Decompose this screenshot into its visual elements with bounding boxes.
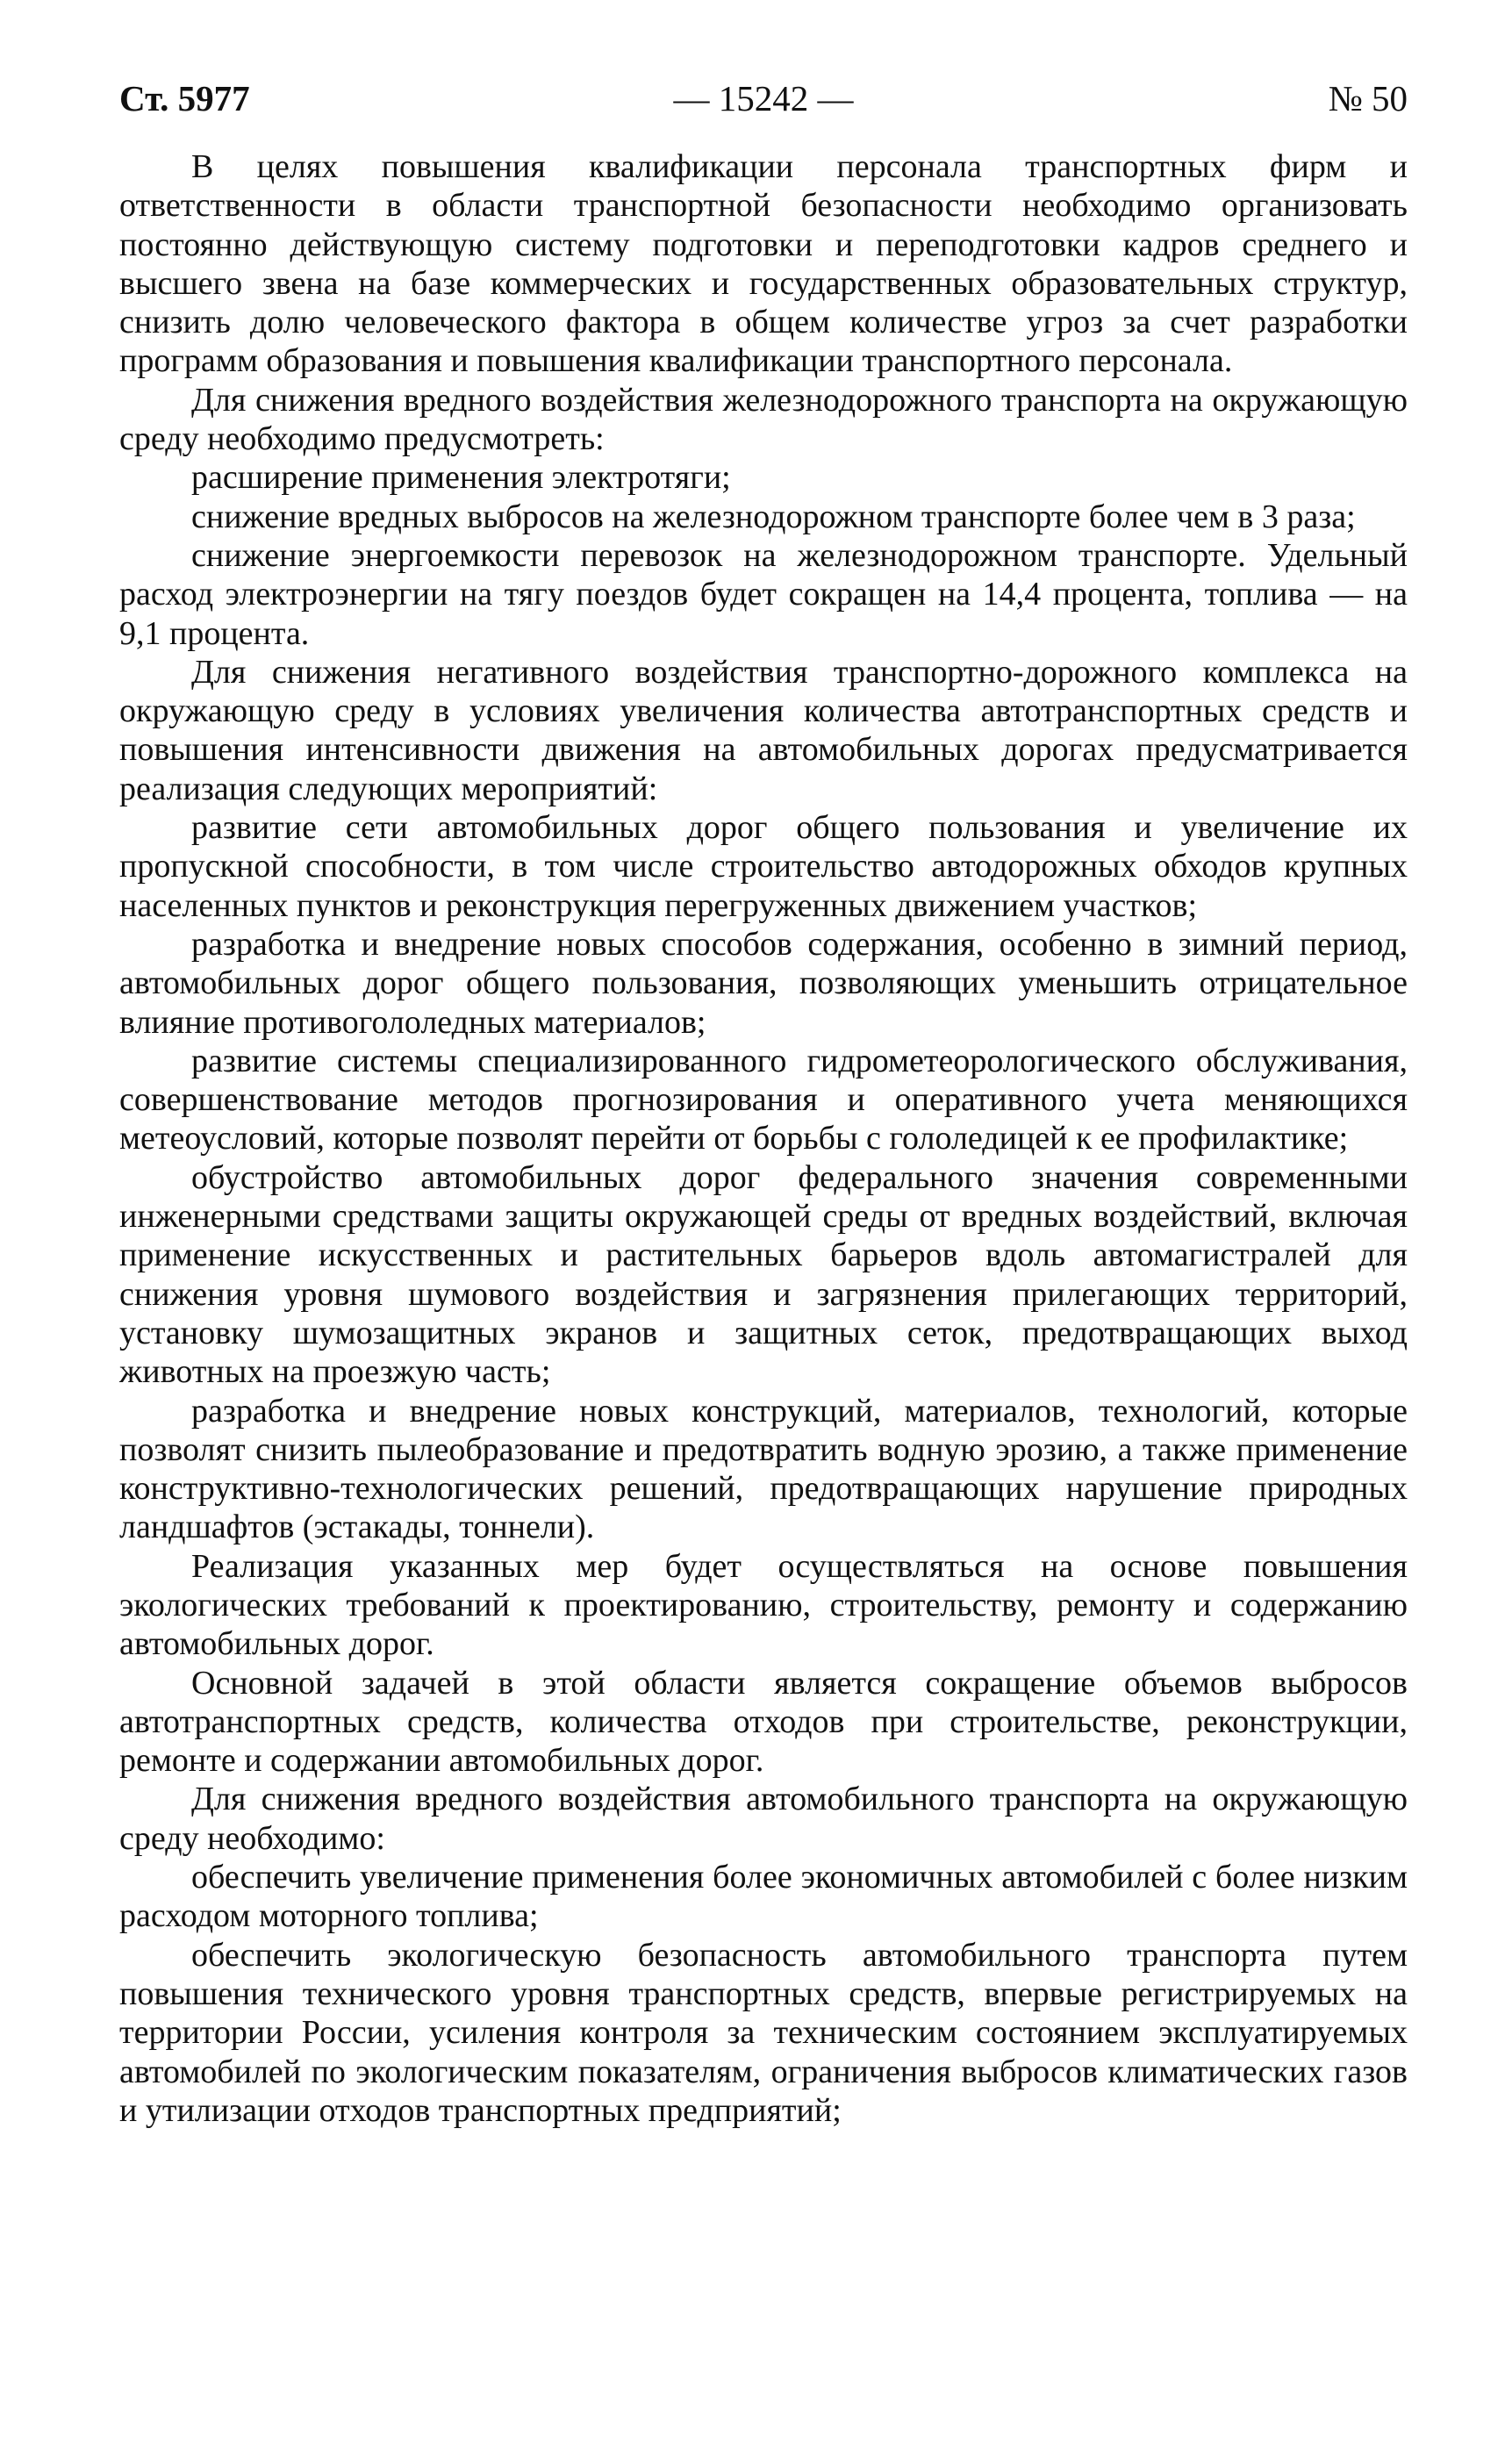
list-item: обеспечить экологическую безопасность автомобильного транспорта путем повышения технического уровня транспортных средств, впервые регистрируемых на территории России, усиления контроля за техническим состоянием эксплуатируемых автомобилей по экологическим показателям, ограничения выбросов климатических газов и утилизации отходов транспортных предприятий; — [119, 1936, 1408, 2129]
page-header — [119, 77, 1408, 130]
list-item: расширение применения электротяги; — [191, 459, 731, 497]
list-item: развитие сети автомобильных дорог общего пользования и увеличение их пропускной способности, в том числе строительство автодорожных обходов крупных населенных пунктов и реконструкция перегруженных движением участков; — [119, 809, 1408, 924]
issue-number: № 50 — [1328, 78, 1408, 118]
paragraph: В целях повышения квалификации персонала транспортных фирм и ответственности в области транспортной безопасности необходимо организовать постоянно действующую систему подготовки и переподготовки кадров среднего и высшего звена на базе коммерческих и государственных образовательных структур, снизить долю человеческого фактора в общем количестве угроз за счет разработки программ образования и повышения квалификации транспортного персонала. — [119, 148, 1408, 380]
paragraph: Для снижения вредного воздействия автомобильного транспорта на окружающую среду необходимо: — [119, 1781, 1408, 1857]
list-item: снижение энергоемкости перевозок на железнодорожном транспорте. Удельный расход электроэнергии на тягу поездов будет сокращен на 14,4 процента, топлива — на 9,1 процента. — [119, 536, 1408, 652]
paragraph: Реализация указанных мер будет осуществляться на основе повышения экологических требований к проектированию, строительству, ремонту и содержанию автомобильных дорог. — [119, 1547, 1408, 1663]
list-item: разработка и внедрение новых способов содержания, особенно в зимний период, автомобильных дорог общего пользования, позволяющих уменьшить отрицательное влияние противогололедных материалов; — [119, 925, 1408, 1041]
list-item: разработка и внедрение новых конструкций, материалов, технологий, которые позволят снизить пылеобразование и предотвратить водную эрозию, а также применение конструктивно-технологических решений, предотвращающих нарушение природных ландшафтов (эстакады, тоннели). — [119, 1392, 1408, 1546]
paragraph: Основной задачей в этой области является сокращение объемов выбросов автотранспортных средств, количества отходов при строительстве, реконструкции, ремонте и содержании автомобильных дорог. — [119, 1664, 1408, 1780]
list-item: развитие системы специализированного гидрометеорологического обслуживания, совершенствование методов прогнозирования и оперативного учета меняющихся метеоусловий, которые позволят перейти от борьбы с гололедицей к ее профилактике; — [119, 1042, 1408, 1157]
document-page — [119, 77, 1408, 2394]
paragraph: Для снижения вредного воздействия железнодорожного транспорта на окружающую среду необходимо предусмотреть: — [119, 381, 1408, 458]
article-number: Ст. 5977 — [119, 78, 250, 118]
document-body — [119, 147, 1408, 2130]
list-item: обустройство автомобильных дорог федерального значения современными инженерными средствами защиты окружающей среды от вредных воздействий, включая применение искусственных и растительных барьеров вдоль автомагистралей для снижения уровня шумового воздействия и загрязнения прилегающих территорий, установку шумозащитных экранов и защитных сеток, предотвращающих выход животных на проезжую часть; — [119, 1158, 1408, 1391]
paragraph: Для снижения негативного воздействия транспортно-дорожного комплекса на окружающую среду в условиях увеличения количества автотранспортных средств и повышения интенсивности движения на автомобильных дорогах предусматривается реализация следующих мероприятий: — [119, 653, 1408, 807]
list-item: снижение вредных выбросов на железнодорожном транспорте более чем в 3 раза; — [191, 498, 1356, 535]
list-item: обеспечить увеличение применения более экономичных автомобилей с более низким расходом моторного топлива; — [119, 1859, 1408, 1935]
page-number: — 15242 — — [673, 78, 854, 118]
